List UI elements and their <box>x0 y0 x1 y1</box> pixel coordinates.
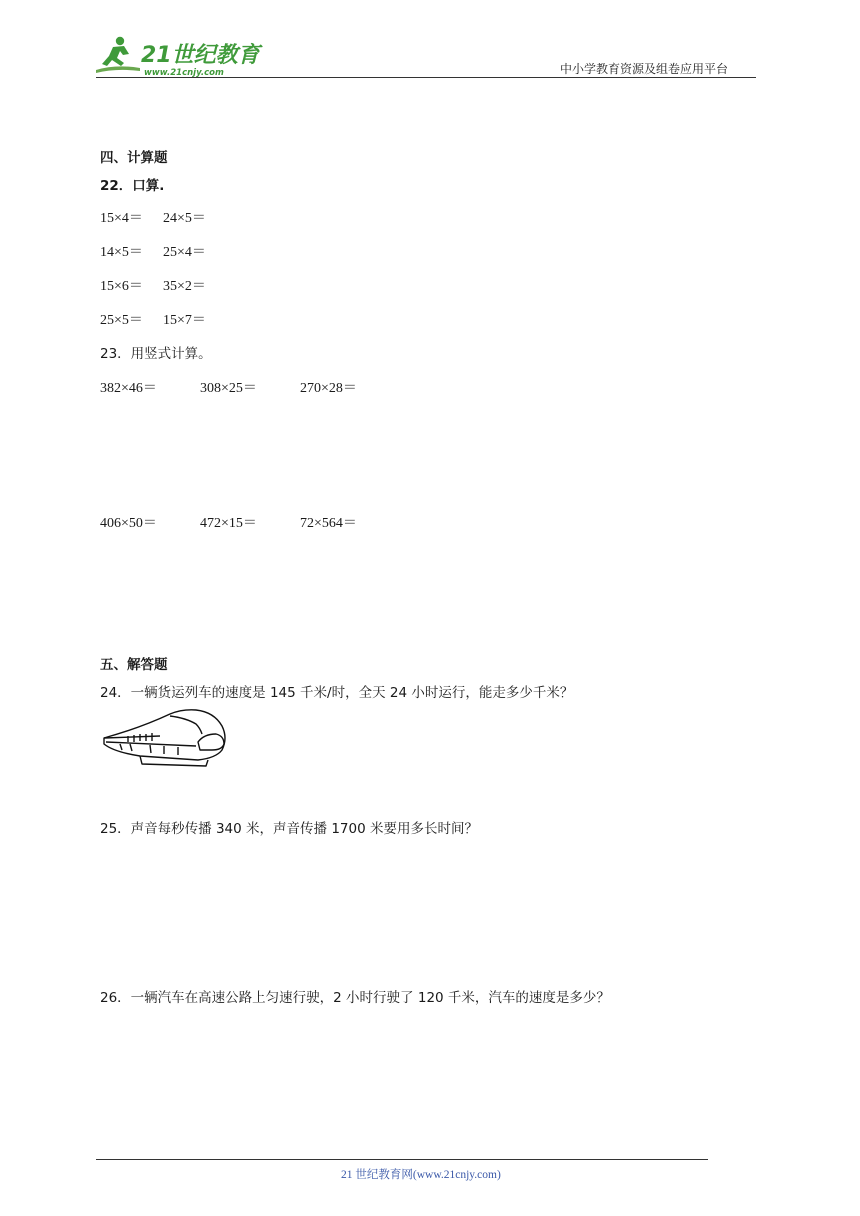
vertical-calc-item: 308×25＝ <box>200 381 257 396</box>
vertical-calc-item: 382×46＝ <box>100 381 157 396</box>
section-title-calculation: 四、计算题 <box>100 150 168 166</box>
vertical-calc-item: 270×28＝ <box>300 381 357 396</box>
question-26-text: 26．一辆汽车在高速公路上匀速行驶，2 小时行驶了 120 千米，汽车的速度是多少？ <box>100 990 610 1006</box>
runner-icon <box>96 37 140 73</box>
question-25-text: 25．声音每秒传播 340 米，声音传播 1700 米要用多长时间？ <box>100 821 478 837</box>
oral-calc-item: 25×5＝ <box>100 313 143 328</box>
oral-calc-item: 15×4＝ <box>100 211 143 226</box>
vertical-calc-item: 406×50＝ <box>100 516 157 531</box>
footer-source[interactable]: 21 世纪教育网(www.21cnjy.com) <box>341 1169 501 1181</box>
oral-calc-item: 15×7＝ <box>163 313 206 328</box>
oral-calc-item: 14×5＝ <box>100 245 143 260</box>
oral-calc-item: 25×4＝ <box>163 245 206 260</box>
oral-calc-item: 15×6＝ <box>100 279 143 294</box>
question-22-label: 22．口算. <box>100 178 165 194</box>
site-logo <box>96 34 266 80</box>
vertical-calc-item: 472×15＝ <box>200 516 257 531</box>
oral-calc-item: 24×5＝ <box>163 211 206 226</box>
question-24-text: 24．一辆货运列车的速度是 145 千米/时，全天 24 小时运行，能走多少千米？ <box>100 685 574 701</box>
footer-divider <box>96 1159 708 1160</box>
section-title-word-problems: 五、解答题 <box>100 657 168 673</box>
logo-url: www.21cnjy.com <box>144 68 224 78</box>
header-tagline: 中小学教育资源及组卷应用平台 <box>560 62 729 76</box>
bullet-train-image <box>100 704 230 772</box>
header-divider <box>96 77 756 78</box>
oral-calc-item: 35×2＝ <box>163 279 206 294</box>
question-23-label: 23．用竖式计算。 <box>100 346 212 362</box>
logo-wordmark: 21世纪教育 <box>141 43 260 68</box>
vertical-calc-item: 72×564＝ <box>300 516 357 531</box>
